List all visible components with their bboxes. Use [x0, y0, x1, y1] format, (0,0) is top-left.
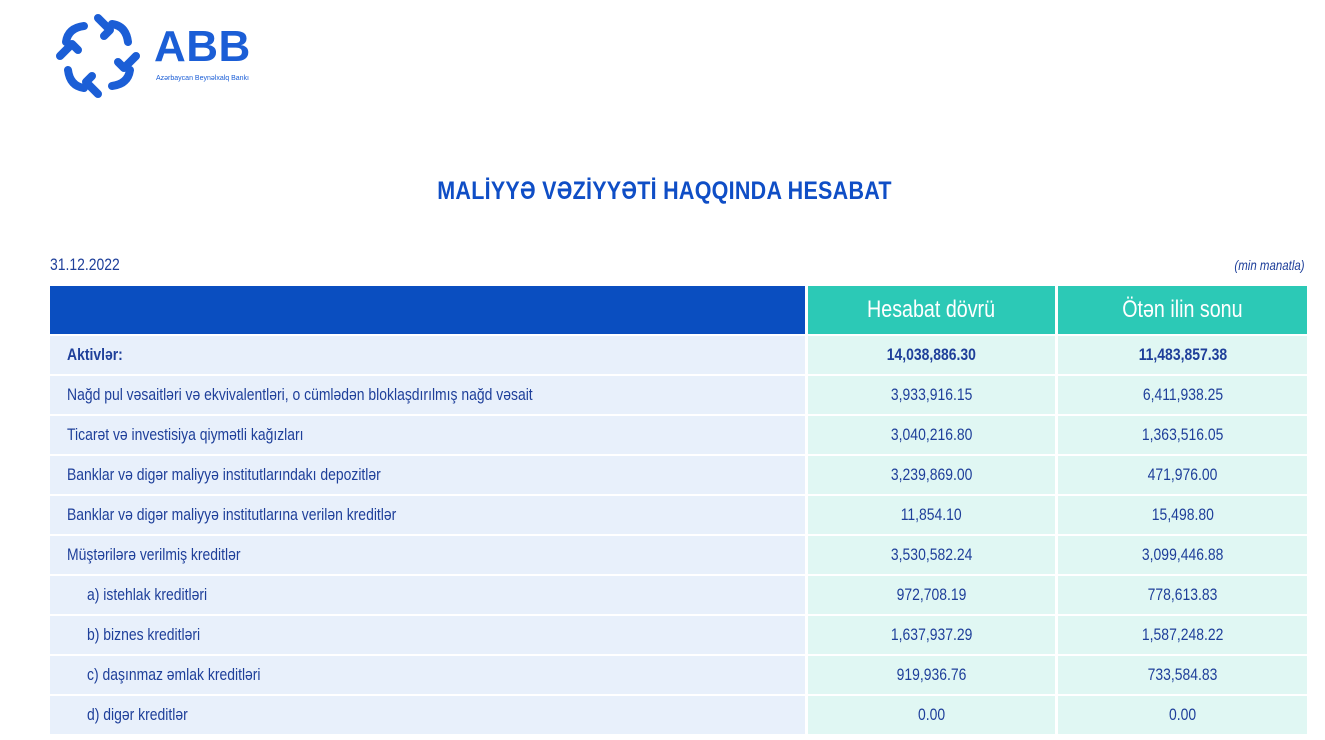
row-previous-value: 1,587,248.22 [1058, 616, 1307, 654]
abb-logo-icon [48, 6, 148, 106]
table-row [50, 416, 1307, 454]
row-current-value: 0.00 [808, 696, 1055, 734]
row-current-value: 1,637,937.29 [808, 616, 1055, 654]
row-label: c) daşınmaz əmlak kreditləri [50, 656, 805, 694]
row-previous-value: 11,483,857.38 [1058, 336, 1307, 374]
row-previous-value: 0.00 [1058, 696, 1307, 734]
row-label: a) istehlak kreditləri [50, 576, 805, 614]
row-label: b) biznes kreditləri [50, 616, 805, 654]
row-label: Banklar və digər maliyyə institutlarına verilən kreditlər [50, 496, 805, 534]
row-current-value: 3,040,216.80 [808, 416, 1055, 454]
table-row [50, 376, 1307, 414]
header-current-period: Hesabat dövrü [808, 286, 1055, 334]
page-title: MALİYYƏ VƏZİYYƏTİ HAQQINDA HESABAT [437, 177, 892, 205]
financial-position-table [47, 284, 1310, 736]
row-current-value: 11,854.10 [808, 496, 1055, 534]
row-current-value: 14,038,886.30 [808, 336, 1055, 374]
row-previous-value: 3,099,446.88 [1058, 536, 1307, 574]
table-header-row [50, 286, 1307, 334]
row-current-value: 919,936.76 [808, 656, 1055, 694]
row-previous-value: 6,411,938.25 [1058, 376, 1307, 414]
row-label: Aktivlər: [50, 336, 805, 374]
unit-note: (min manatla) [1234, 257, 1305, 273]
table-row [50, 536, 1307, 574]
row-label: Ticarət və investisiya qiymətli kağızları [50, 416, 805, 454]
row-current-value: 3,530,582.24 [808, 536, 1055, 574]
row-previous-value: 471,976.00 [1058, 456, 1307, 494]
row-label: Banklar və digər maliyyə institutlarındakı depozitlər [50, 456, 805, 494]
row-previous-value: 15,498.80 [1058, 496, 1307, 534]
row-previous-value: 733,584.83 [1058, 656, 1307, 694]
table-row-sub [50, 576, 1307, 614]
logo-subtitle: Azərbaycan Beynəlxalq Bankı [156, 75, 249, 82]
row-label: Nağd pul vəsaitləri və ekvivalentləri, o cümlədən bloklaşdırılmış nağd vəsait [50, 376, 805, 414]
table-row-sub [50, 616, 1307, 654]
table-row-sub [50, 656, 1307, 694]
row-previous-value: 1,363,516.05 [1058, 416, 1307, 454]
table-row [50, 496, 1307, 534]
header-previous-year-end: Ötən ilin sonu [1058, 286, 1307, 334]
header-label-cell [50, 286, 805, 334]
table-row-sub [50, 696, 1307, 734]
row-current-value: 3,933,916.15 [808, 376, 1055, 414]
table-row-assets-total [50, 336, 1307, 374]
table-row [50, 456, 1307, 494]
logo-wordmark: ABB [154, 22, 251, 71]
abb-logo[interactable] [48, 6, 288, 106]
row-label: d) digər kreditlər [50, 696, 805, 734]
report-date: 31.12.2022 [50, 255, 120, 274]
row-previous-value: 778,613.83 [1058, 576, 1307, 614]
row-label: Müştərilərə verilmiş kreditlər [50, 536, 805, 574]
row-current-value: 972,708.19 [808, 576, 1055, 614]
row-current-value: 3,239,869.00 [808, 456, 1055, 494]
